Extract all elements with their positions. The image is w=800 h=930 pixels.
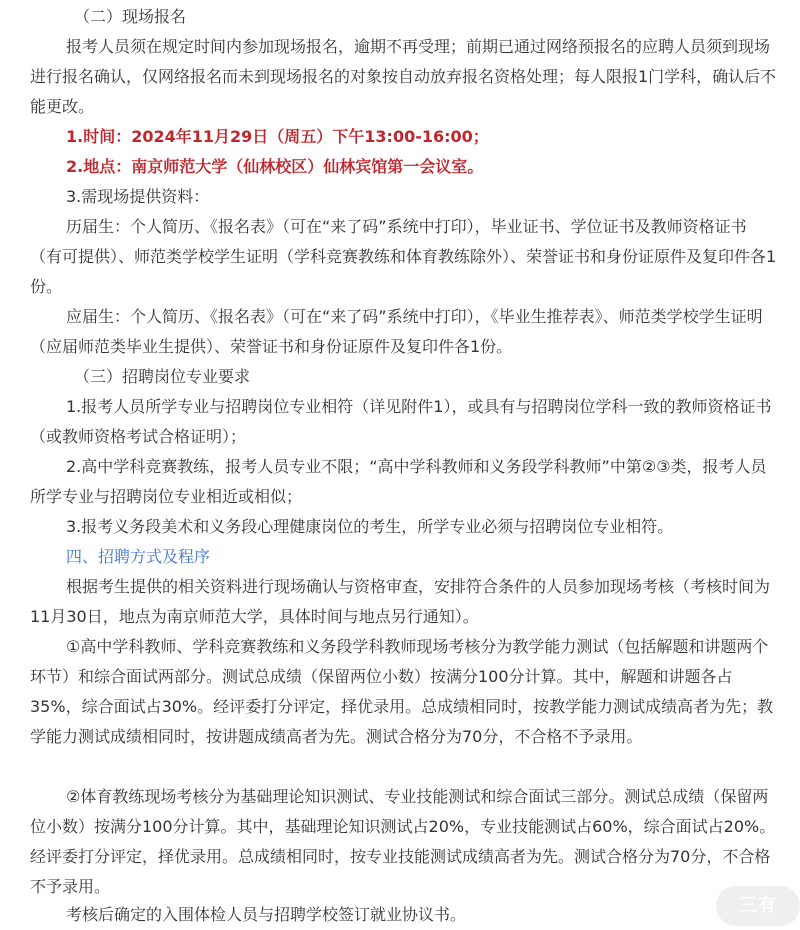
process-final-step: 考核后确定的入围体检人员与招聘学校签订就业协议书。 <box>66 905 467 924</box>
materials-heading: 3.需现场提供资料： <box>66 187 210 206</box>
major-requirement-2: 2.高中学科竞赛教练，报考人员专业不限；“高中学科教师和义务段学科教师”中第②③类，报考人员所学专业与招聘岗位专业相近或相似； <box>30 457 767 506</box>
process-sports-coaches: ②体育教练现场考核分为基础理论知识测试、专业技能测试和综合面试三部分。测试总成绩（保留两位小数）按满分100分计算。其中，基础理论知识测试占20%，专业技能测试占60%，综合面试占20%。经评委打分评定，择优录用。总成绩相同时，按专业技能测试成绩高者为先。测试合格分为70分，不合格不予录用。 <box>30 787 776 896</box>
process-intro: 根据考生提供的相关资料进行现场确认与资格审查，安排符合条件的人员参加现场考核（考核时间为11月30日，地点为南京师范大学，具体时间与地点另行通知）。 <box>30 577 771 626</box>
registration-place: 2.地点：南京师范大学（仙林校区）仙林宾馆第一会议室。 <box>66 157 484 176</box>
major-requirement-3: 3.报考义务段美术和义务段心理健康岗位的考生，所学专业必须与招聘岗位专业相符。 <box>66 517 674 536</box>
registration-time: 1.时间：2024年11月29日（周五）下午13:00-16:00； <box>66 127 489 146</box>
onsite-registration-paragraph: 报考人员须在规定时间内参加现场报名，逾期不再受理；前期已通过网络预报名的应聘人员须到现场进行报名确认，仅网络报名而未到现场报名的对象按自动放弃报名资格处理；每人限报1门学科，确认后不能更改。 <box>30 37 777 116</box>
section-onsite-heading: （二）现场报名 <box>74 7 187 26</box>
watermark-logo: 三有 <box>716 886 800 926</box>
section-four-heading: 四、招聘方式及程序 <box>66 547 211 566</box>
fresh-graduates-materials: 应届生：个人简历、《报名表》（可在“来了码”系统中打印），《毕业生推荐表》、师范类学校学生证明（应届师范类毕业生提供）、荣誉证书和身份证原件及复印件各1份。 <box>30 307 763 356</box>
process-teachers: ①高中学科教师、学科竞赛教练和义务段学科教师现场考核分为教学能力测试（包括解题和讲题两个环节）和综合面试两部分。测试总成绩（保留两位小数）按满分100分计算。其中，解题和讲题各占35%，综合面试占30%。经评委打分评定，择优录用。总成绩相同时，按教学能力测试成绩高者为先；教学能力测试成绩相同时，按讲题成绩高者为先。测试合格分为70分，不合格不予录用。 <box>30 637 774 746</box>
section-major-heading: （三）招聘岗位专业要求 <box>74 367 251 386</box>
major-requirement-1: 1.报考人员所学专业与招聘岗位专业相符（详见附件1），或具有与招聘岗位学科一致的教师资格证书（或教师资格考试合格证明）； <box>30 397 772 446</box>
previous-graduates-materials: 历届生：个人简历、《报名表》（可在“来了码”系统中打印），毕业证书、学位证书及教师资格证书（有可提供）、师范类学校学生证明（学科竞赛教练和体育教练除外）、荣誉证书和身份证原件及复印件各1份。 <box>30 217 777 296</box>
